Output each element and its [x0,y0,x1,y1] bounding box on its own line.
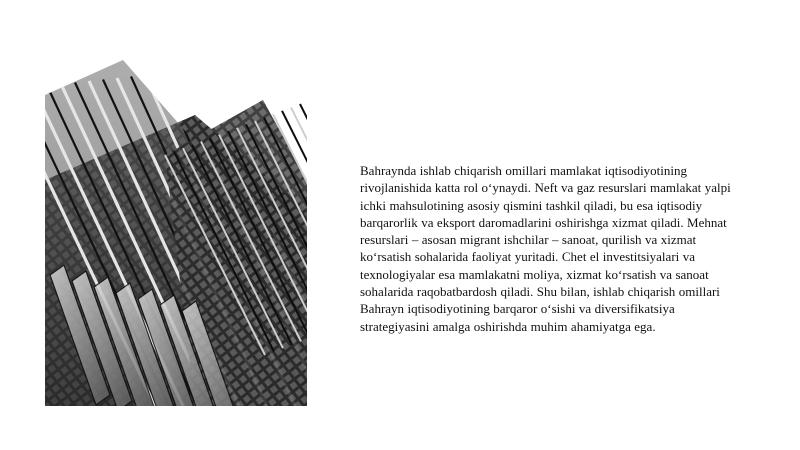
building-facade-illustration [45,60,307,406]
body-paragraph: Bahraynda ishlab chiqarish omillari mamlakat iqtisodiyotining rivojlanishida katta rol o‘ynaydi. Neft va gaz resurslari mamlakat yalpi ichki mahsulotining asosiy qismini tashkil qiladi, bu esa iqtisodiy barqarorlik va eksport daromadlarini oshirishga xizmat qiladi. Mehnat resurslari – asosan migrant ishchilar – sanoat, qurilish va xizmat ko‘rsatish sohalarida faoliyat yuritadi. Chet el investitsiyalari va texnologiyalar esa mamlakatni moliya, xizmat ko‘rsatish va sanoat sohalarida raqobatbardosh qiladi. Shu bilan, ishlab chiqarish omillari Bahrayn iqtisodiyotining barqaror o‘sishi va diversifikatsiya strategiyasini amalga oshirishda muhim ahamiyatga ega. [360,163,731,334]
building-facade-photo [45,60,307,406]
